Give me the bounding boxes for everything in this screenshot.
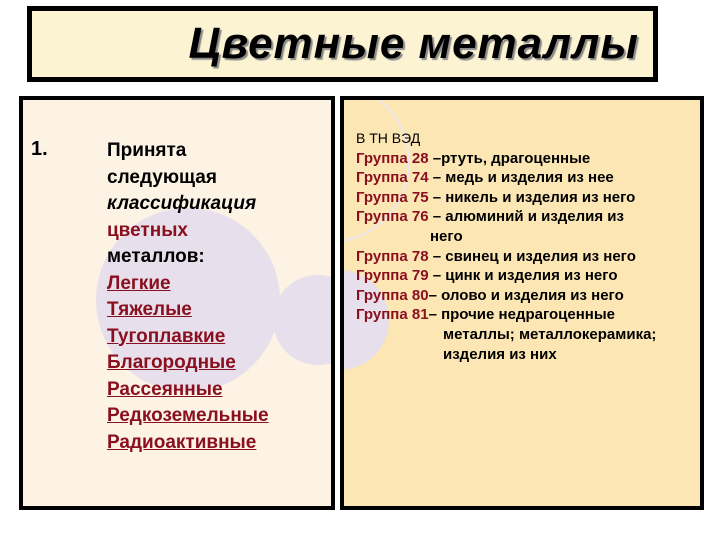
group-row	[356, 286, 656, 306]
classification-text	[107, 138, 269, 456]
category-link-heavy[interactable]: Тяжелые	[107, 299, 192, 320]
text-line-italic: классификация	[107, 193, 257, 214]
group-row	[356, 207, 656, 227]
group-row	[356, 305, 656, 325]
group-label: Группа 75	[356, 188, 429, 206]
group-row	[356, 168, 656, 188]
group-label: Группа 28	[356, 149, 429, 167]
classification-panel	[19, 96, 335, 510]
group-label: Группа 80	[356, 286, 429, 304]
group-text: – алюминий и изделия из	[428, 208, 624, 226]
category-link-radioactive[interactable]: Радиоактивные	[107, 431, 257, 453]
group-label: Группа 74	[356, 169, 429, 187]
group-text: – медь и изделия из нее	[428, 169, 614, 187]
group-label: Группа 78	[356, 247, 429, 265]
group-continuation: металлы; металлокерамика;	[443, 325, 657, 343]
category-link-scattered[interactable]: Рассеянные	[107, 378, 223, 400]
category-link-rare-earth[interactable]: Редкоземельные	[107, 405, 269, 426]
group-continuation: изделия из них	[443, 345, 557, 363]
group-continuation: него	[430, 227, 463, 245]
group-row	[356, 188, 656, 208]
groups-list	[356, 129, 656, 364]
list-number: 1.	[31, 138, 48, 160]
text-line: металлов:	[107, 246, 205, 267]
group-text: – цинк и изделия из него	[428, 267, 618, 285]
group-text: – никель и изделия из него	[428, 188, 636, 206]
category-link-light[interactable]: Легкие	[107, 272, 171, 294]
group-label: Группа 79	[356, 267, 429, 285]
text-line: Принята	[107, 140, 187, 161]
category-link-noble[interactable]: Благородные	[107, 352, 236, 373]
group-row	[356, 266, 656, 286]
category-link-refractory[interactable]: Тугоплавкие	[107, 325, 226, 347]
tn-ved-panel	[340, 96, 704, 510]
group-row	[356, 247, 656, 267]
group-label: Группа 76	[356, 208, 429, 226]
text-line-highlight: цветных	[107, 219, 189, 241]
group-text: – олово и изделия из него	[428, 286, 624, 304]
deco-circle-lavender-small	[273, 275, 335, 365]
group-text: – свинец и изделия из него	[428, 247, 636, 265]
group-text: – прочие недрагоценные	[428, 306, 616, 324]
group-text: –ртуть, драгоценные	[428, 149, 591, 167]
page-title: Цветные металлы	[188, 19, 639, 68]
groups-header: В ТН ВЭД	[356, 130, 421, 146]
text-line: следующая	[107, 166, 217, 188]
group-row	[356, 149, 656, 169]
title-box	[27, 6, 658, 82]
group-label: Группа 81	[356, 306, 429, 324]
